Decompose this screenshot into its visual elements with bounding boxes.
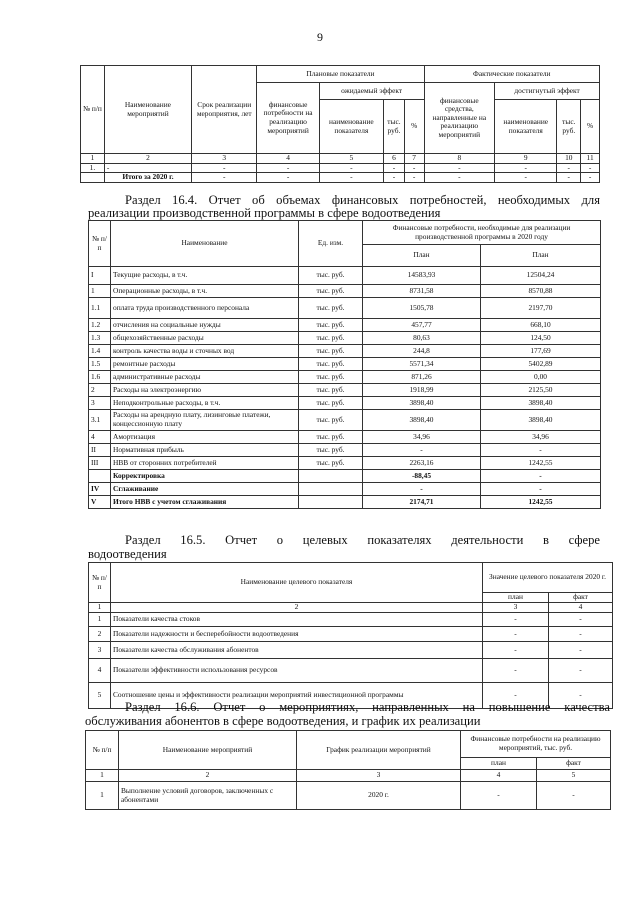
table-cell: - <box>549 627 613 642</box>
activities-table <box>80 65 600 183</box>
table-cell: - <box>495 163 557 173</box>
table-cell: - <box>424 173 495 183</box>
table-cell: 1505,78 <box>363 298 481 319</box>
table-cell: Показатели эффективности использования ресурсов <box>111 659 483 683</box>
table-cell: - <box>192 163 257 173</box>
table-cell: 2174,71 <box>363 496 481 509</box>
table-cell: 4 <box>461 770 537 782</box>
table-cell: 4 <box>89 659 111 683</box>
col-name: Наименование <box>111 221 299 267</box>
table-cell: - <box>483 642 549 659</box>
table-cell: 2 <box>111 603 483 613</box>
table-cell: Итого за 2020 г. <box>104 173 191 183</box>
table-cell: 12504,24 <box>481 267 601 285</box>
table-cell: административные расходы <box>111 371 299 384</box>
table-cell: - <box>481 444 601 457</box>
table-cell: 1 <box>81 154 105 164</box>
table-cell: тыс. руб. <box>299 332 363 345</box>
table-cell: 2020 г. <box>297 782 461 810</box>
table-cell: - <box>192 173 257 183</box>
table-cell: 1918,99 <box>363 384 481 397</box>
table-row <box>89 444 601 457</box>
service-quality-table <box>85 730 611 810</box>
col-name: Наименование мероприятий <box>104 66 191 154</box>
table-cell: 1.1 <box>89 298 111 319</box>
table-cell: 2197,70 <box>481 298 601 319</box>
section-16-6-title: Раздел 16.6. Отчет о мероприятиях, направленных на повышение качества <box>125 700 610 714</box>
table-cell: - <box>483 659 549 683</box>
table-cell: 1242,55 <box>481 496 601 509</box>
target-indicators-table <box>88 562 613 709</box>
table-cell: 3898,40 <box>481 410 601 431</box>
table-cell <box>81 173 105 183</box>
table-cell: 2 <box>89 627 111 642</box>
table-cell: 5571,34 <box>363 358 481 371</box>
table-cell: 124,50 <box>481 332 601 345</box>
table-cell: Итого НВВ с учетом сглаживания <box>111 496 299 509</box>
table-cell: - <box>424 163 495 173</box>
col-indicator-name: наименование показателя <box>319 100 383 154</box>
col-fact-fin: финансовые средства, направленные на реализацию мероприятий <box>424 83 495 154</box>
table-row <box>89 345 601 358</box>
col-plan: план <box>461 758 537 770</box>
col-plan: План <box>363 245 481 267</box>
table-cell: 2 <box>104 154 191 164</box>
section-16-4-title-cont: реализации производственной программы в сфере водоотведения <box>88 206 441 220</box>
table-cell: Расходы на электроэнергию <box>111 384 299 397</box>
table-cell: 4 <box>257 154 319 164</box>
table-row <box>89 332 601 345</box>
table-cell: III <box>89 457 111 470</box>
table-row <box>89 603 613 613</box>
table-cell: - <box>483 683 549 709</box>
table-row <box>81 154 600 164</box>
table-cell: - <box>549 683 613 709</box>
table-cell: 34,96 <box>481 431 601 444</box>
table-cell: 3.1 <box>89 410 111 431</box>
table-cell: 1 <box>86 770 119 782</box>
col-num: № п/п <box>89 563 111 603</box>
table-cell: 3 <box>89 397 111 410</box>
table-cell: Сглаживание <box>111 483 299 496</box>
table-cell: 1 <box>89 285 111 298</box>
table-cell: ремонтные расходы <box>111 358 299 371</box>
table-cell: - <box>481 483 601 496</box>
table-cell: 8 <box>424 154 495 164</box>
table-row <box>89 659 613 683</box>
table-cell: - <box>495 173 557 183</box>
table-cell: IV <box>89 483 111 496</box>
table-cell: 5402,89 <box>481 358 601 371</box>
table-cell: тыс. руб. <box>299 371 363 384</box>
plan-group-header: Плановые показатели <box>257 66 424 83</box>
table-cell: тыс. руб. <box>299 410 363 431</box>
table-cell: - <box>257 163 319 173</box>
table-row <box>89 319 601 332</box>
table-cell: Соотношение цены и эффективности реализации мероприятий инвестиционной программы <box>111 683 483 709</box>
table-row <box>89 267 601 285</box>
col-num: № п/п <box>86 731 119 770</box>
col-unit: Ед. изм. <box>299 221 363 267</box>
table-cell: тыс. руб. <box>299 431 363 444</box>
table-cell: Выполнение условий договоров, заключенных с абонентами <box>119 782 297 810</box>
table-cell: 668,10 <box>481 319 601 332</box>
table-cell: оплата труда производственного персонала <box>111 298 299 319</box>
section-16-5-title-cont: водоотведения <box>88 547 167 561</box>
table-row <box>89 613 613 627</box>
table-cell: общехозяйственные расходы <box>111 332 299 345</box>
table-cell: тыс. руб. <box>299 397 363 410</box>
table-cell: Нормативная прибыль <box>111 444 299 457</box>
table-row <box>89 298 601 319</box>
expected-effect-header: ожидаемый эффект <box>319 83 424 100</box>
fin-header: Финансовые потребности на реализацию мероприятий, тыс. руб. <box>461 731 611 758</box>
table-row <box>89 384 601 397</box>
table-row <box>81 173 600 183</box>
table-cell: 5 <box>89 683 111 709</box>
table-cell: - <box>384 173 405 183</box>
table-cell: 80,63 <box>363 332 481 345</box>
table-cell: 1242,55 <box>481 457 601 470</box>
table-cell: 3898,40 <box>363 410 481 431</box>
table-row <box>86 770 611 782</box>
table-cell: 1 <box>89 613 111 627</box>
table-cell: 7 <box>404 154 424 164</box>
table-cell: Показатели надежности и бесперебойности водоотведения <box>111 627 483 642</box>
table-cell: тыс. руб. <box>299 444 363 457</box>
table-cell: - <box>549 642 613 659</box>
table-row <box>89 371 601 384</box>
table-cell: I <box>89 267 111 285</box>
table-cell: контроль качества воды и сточных вод <box>111 345 299 358</box>
fact-group-header: Фактические показатели <box>424 66 599 83</box>
table-cell: 2 <box>89 384 111 397</box>
table-cell <box>89 470 111 483</box>
table-cell: Текущие расходы, в т.ч. <box>111 267 299 285</box>
table-cell: 6 <box>384 154 405 164</box>
table-cell: 10 <box>557 154 581 164</box>
achieved-effect-header: достигнутый эффект <box>495 83 600 100</box>
col-name: Наименование мероприятий <box>119 731 297 770</box>
table-row <box>89 627 613 642</box>
table-cell: - <box>363 444 481 457</box>
table-cell: 1 <box>86 782 119 810</box>
table-cell: 2 <box>119 770 297 782</box>
table-cell: - <box>483 627 549 642</box>
col-fact: факт <box>549 593 613 603</box>
table-cell: 8570,88 <box>481 285 601 298</box>
table-cell: II <box>89 444 111 457</box>
table-row <box>89 642 613 659</box>
section-16-4-title: Раздел 16.4. Отчет об объемах финансовых потребностей, необходимых для <box>125 193 600 207</box>
table-cell <box>299 483 363 496</box>
table-cell: 457,77 <box>363 319 481 332</box>
table-cell: - <box>557 163 581 173</box>
table-cell: 3898,40 <box>363 397 481 410</box>
table-cell: 3 <box>297 770 461 782</box>
col-plan: План <box>481 245 601 267</box>
fin-needs-header: Финансовые потребности, необходимые для реализации производственной программы в 2020 году <box>363 221 601 245</box>
col-percent: % <box>404 100 424 154</box>
table-cell: 3 <box>192 154 257 164</box>
table-cell: 1.3 <box>89 332 111 345</box>
table-cell: 2125,50 <box>481 384 601 397</box>
col-schedule: График реализации мероприятий <box>297 731 461 770</box>
table-cell: 871,26 <box>363 371 481 384</box>
table-cell: 1.4 <box>89 345 111 358</box>
table-cell: тыс. руб. <box>299 384 363 397</box>
table-row <box>86 782 611 810</box>
table-row <box>89 358 601 371</box>
table-cell: Неподконтрольные расходы, в т.ч. <box>111 397 299 410</box>
table-cell: Корректировка <box>111 470 299 483</box>
table-row <box>89 457 601 470</box>
table-cell: 3 <box>89 642 111 659</box>
table-cell: 14583,93 <box>363 267 481 285</box>
table-cell: 11 <box>581 154 600 164</box>
table-cell: - <box>537 782 611 810</box>
table-cell: -88,45 <box>363 470 481 483</box>
table-cell: - <box>461 782 537 810</box>
table-cell: - <box>363 483 481 496</box>
table-cell: тыс. руб. <box>299 267 363 285</box>
table-cell: НВВ от сторонних потребителей <box>111 457 299 470</box>
table-cell: Операционные расходы, в т.ч. <box>111 285 299 298</box>
table-cell: 0,00 <box>481 371 601 384</box>
table-row <box>89 483 601 496</box>
table-cell: - <box>319 173 383 183</box>
table-row <box>89 431 601 444</box>
table-cell: 34,96 <box>363 431 481 444</box>
table-cell: - <box>257 173 319 183</box>
table-cell: - <box>481 470 601 483</box>
table-cell: тыс. руб. <box>299 345 363 358</box>
table-cell: 3 <box>483 603 549 613</box>
table-cell: тыс. руб. <box>299 457 363 470</box>
table-cell: 3898,40 <box>481 397 601 410</box>
table-cell: 1.2 <box>89 319 111 332</box>
page-number: 9 <box>317 30 323 44</box>
col-thous-rub: тыс. руб. <box>557 100 581 154</box>
table-cell: - <box>319 163 383 173</box>
col-percent: % <box>581 100 600 154</box>
table-row <box>89 410 601 431</box>
table-cell: отчисления на социальные нужды <box>111 319 299 332</box>
table-cell: 8731,58 <box>363 285 481 298</box>
col-num: № п/п <box>81 66 105 154</box>
table-cell: V <box>89 496 111 509</box>
table-cell <box>299 496 363 509</box>
table-cell: Расходы на арендную плату, лизинговые платежи, концессионную плату <box>111 410 299 431</box>
table-cell: - <box>581 163 600 173</box>
table-cell: тыс. руб. <box>299 358 363 371</box>
table-cell: - <box>384 163 405 173</box>
table-cell: - <box>549 613 613 627</box>
col-name: Наименование целевого показателя <box>111 563 483 603</box>
table-cell: - <box>404 173 424 183</box>
col-num: № п/п <box>89 221 111 267</box>
table-cell: - <box>483 613 549 627</box>
table-row <box>89 397 601 410</box>
table-cell: Амортизация <box>111 431 299 444</box>
table-cell: Показатели качества стоков <box>111 613 483 627</box>
table-cell: 4 <box>89 431 111 444</box>
table-cell: 5 <box>319 154 383 164</box>
table-cell: 4 <box>549 603 613 613</box>
table-cell: - <box>104 163 191 173</box>
table-cell: - <box>404 163 424 173</box>
table-cell: - <box>549 659 613 683</box>
col-fact: факт <box>537 758 611 770</box>
table-cell: 1 <box>89 603 111 613</box>
table-row <box>89 470 601 483</box>
table-cell: 1. <box>81 163 105 173</box>
financial-needs-table <box>88 220 601 509</box>
table-cell: - <box>557 173 581 183</box>
table-cell: 2263,16 <box>363 457 481 470</box>
section-16-6-title-cont: обслуживания абонентов в сфере водоотведения, и график их реализации <box>85 714 481 728</box>
table-cell: тыс. руб. <box>299 319 363 332</box>
table-cell: 5 <box>537 770 611 782</box>
table-cell: - <box>581 173 600 183</box>
table-row <box>89 496 601 509</box>
table-cell: 1.6 <box>89 371 111 384</box>
table-cell: 1.5 <box>89 358 111 371</box>
col-plan-fin: финансовые потребности на реализацию мероприятий <box>257 83 319 154</box>
col-plan: план <box>483 593 549 603</box>
col-thous-rub: тыс. руб. <box>384 100 405 154</box>
table-row <box>89 285 601 298</box>
section-16-5-title: Раздел 16.5. Отчет о целевых показателях деятельности в сфере <box>125 533 600 547</box>
table-cell: тыс. руб. <box>299 298 363 319</box>
col-term: Срок реализации мероприятия, лет <box>192 66 257 154</box>
table-cell: 177,69 <box>481 345 601 358</box>
table-cell: 244,8 <box>363 345 481 358</box>
table-cell <box>299 470 363 483</box>
table-cell: 9 <box>495 154 557 164</box>
table-cell: тыс. руб. <box>299 285 363 298</box>
col-indicator-name: наименование показателя <box>495 100 557 154</box>
value-header: Значение целевого показателя 2020 г. <box>483 563 613 593</box>
table-cell: Показатели качества обслуживания абонентов <box>111 642 483 659</box>
